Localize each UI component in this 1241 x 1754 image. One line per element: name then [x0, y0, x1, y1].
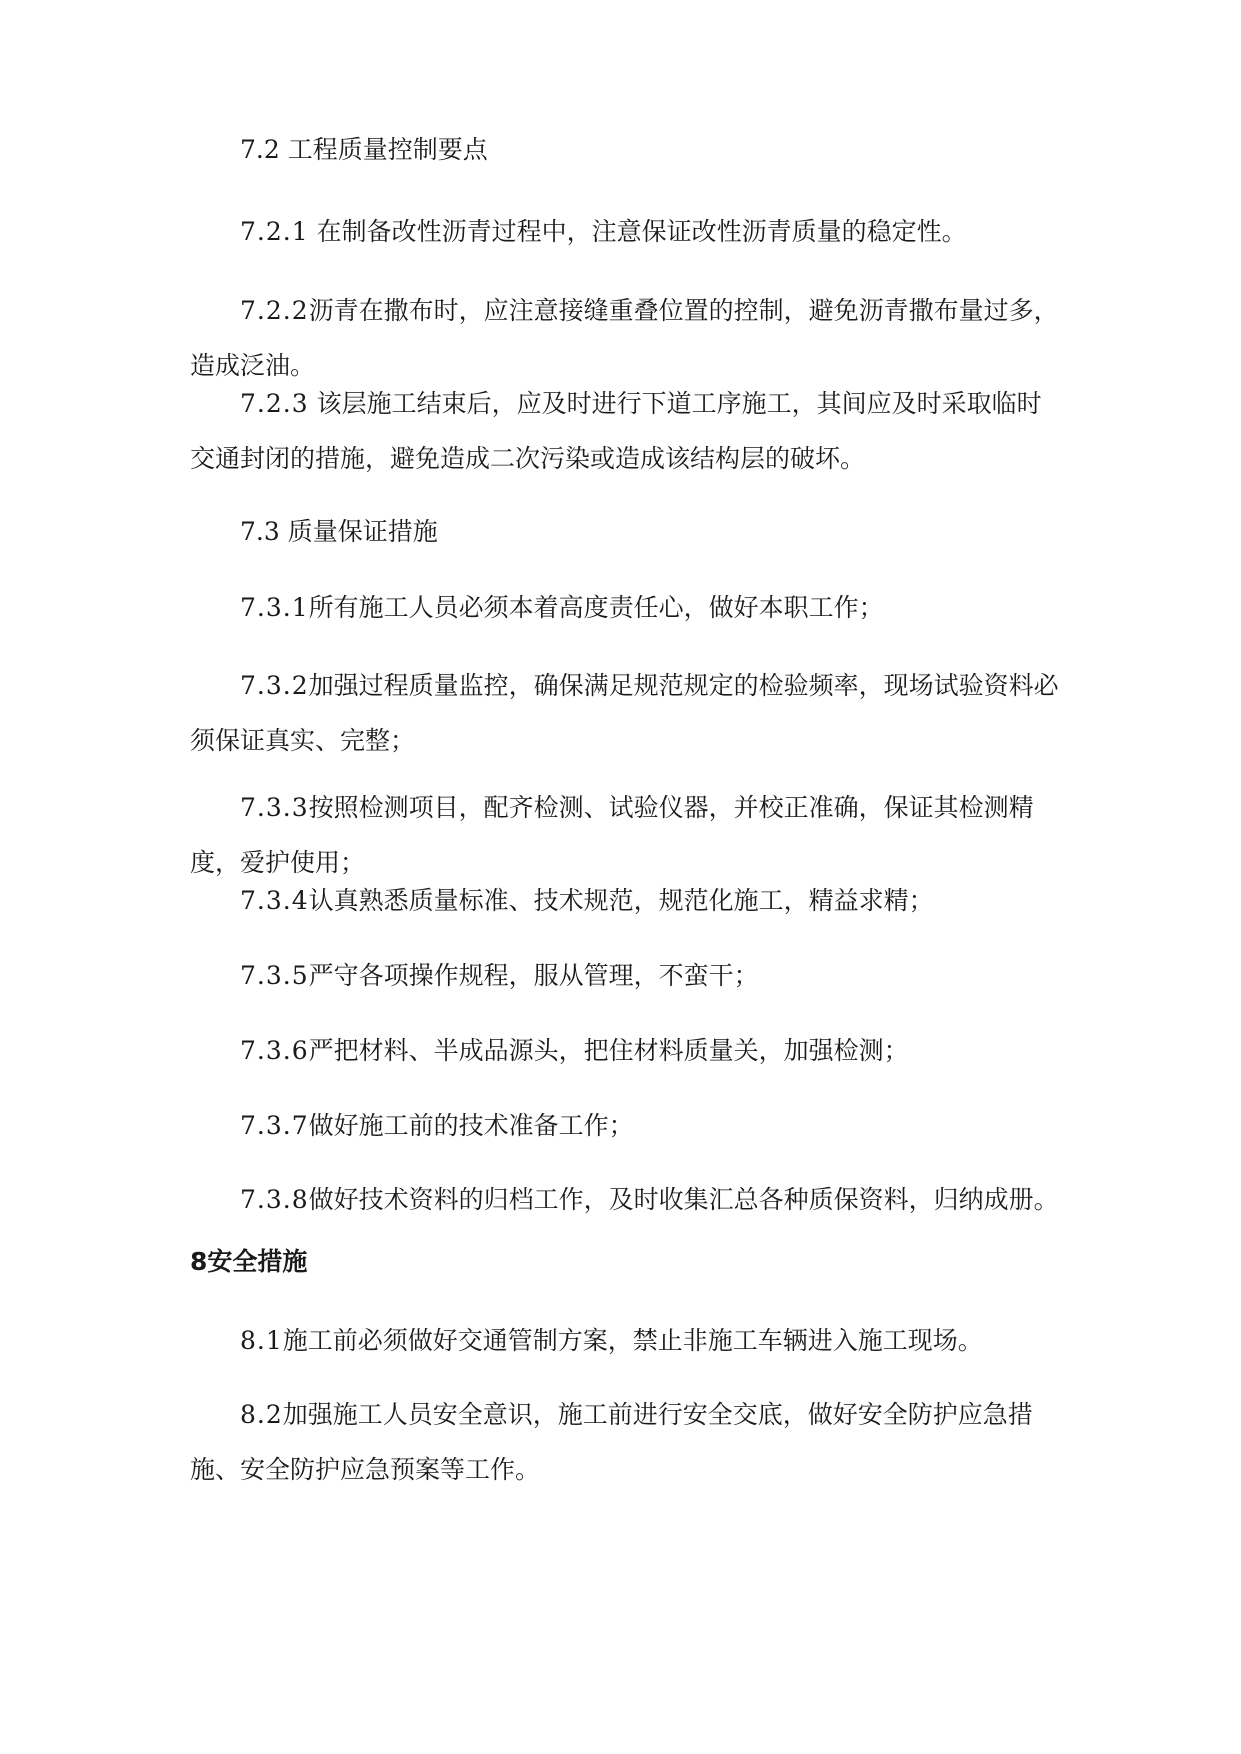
item-text: 认真熟悉质量标准、技术规范，规范化施工，精益求精；: [308, 886, 934, 915]
item-number: 8.2: [240, 1400, 283, 1429]
section-title: 安全措施: [207, 1247, 308, 1276]
paragraph-7-3-5: [190, 948, 1060, 1003]
item-text: 严守各项操作规程，服从管理，不蛮干；: [308, 961, 759, 990]
item-number: 7.3.2: [240, 671, 309, 700]
paragraph-7-3-8: [190, 1172, 1060, 1227]
section-title: 工程质量控制要点: [287, 135, 488, 164]
section-number: 8: [190, 1247, 208, 1276]
item-number: 7.3.3: [240, 793, 309, 822]
item-number: 7.2.1: [240, 217, 309, 246]
item-number: 7.3.8: [240, 1185, 309, 1214]
item-number: 7.3.7: [240, 1111, 309, 1140]
section-7-3-heading: [240, 512, 438, 552]
item-text: 按照检测项目，配齐检测、试验仪器，并校正准确，保证其检测精度，爱护使用；: [190, 793, 1034, 877]
item-text: 严把材料、半成品源头，把住材料质量关，加强检测；: [308, 1036, 909, 1065]
section-8-heading: [190, 1242, 307, 1282]
item-number: 7.3.1: [240, 593, 309, 622]
paragraph-7-2-3: [190, 376, 1060, 486]
paragraph-7-3-1: [190, 580, 1060, 635]
item-number: 7.2.3: [240, 389, 309, 418]
item-text: 做好施工前的技术准备工作；: [308, 1111, 634, 1140]
item-text: 在制备改性沥青过程中，注意保证改性沥青质量的稳定性。: [308, 217, 967, 246]
item-number: 8.1: [240, 1326, 283, 1355]
item-number: 7.2.2: [240, 296, 309, 325]
paragraph-7-3-6: [190, 1023, 1060, 1078]
paragraph-8-1: [190, 1313, 1060, 1368]
paragraph-8-2: [190, 1387, 1060, 1497]
item-text: 沥青在撒布时，应注意接缝重叠位置的控制，避免沥青撒布量过多，造成泛油。: [190, 296, 1059, 380]
section-number: 7.2: [240, 135, 280, 164]
item-text: 施工前必须做好交通管制方案，禁止非施工车辆进入施工现场。: [282, 1326, 983, 1355]
section-7-2-heading: [240, 130, 488, 170]
paragraph-7-3-7: [190, 1098, 1060, 1153]
item-text: 做好技术资料的归档工作，及时收集汇总各种质保资料，归纳成册。: [308, 1185, 1059, 1214]
paragraph-7-3-4: [190, 873, 1060, 928]
item-text: 加强过程质量监控，确保满足规范规定的检验频率，现场试验资料必须保证真实、完整；: [190, 671, 1059, 755]
item-number: 7.3.6: [240, 1036, 309, 1065]
paragraph-7-3-2: [190, 658, 1060, 768]
section-title: 质量保证措施: [287, 517, 438, 546]
item-text: 加强施工人员安全意识，施工前进行安全交底，做好安全防护应急措施、安全防护应急预案等工作。: [190, 1400, 1033, 1484]
item-number: 7.3.4: [240, 886, 309, 915]
section-number: 7.3: [240, 517, 280, 546]
item-text: 所有施工人员必须本着高度责任心，做好本职工作；: [308, 593, 884, 622]
paragraph-7-2-1: [190, 204, 1060, 259]
item-text: 该层施工结束后，应及时进行下道工序施工，其间应及时采取临时交通封闭的措施，避免造成二次污染或造成该结构层的破坏。: [190, 389, 1042, 473]
item-number: 7.3.5: [240, 961, 309, 990]
